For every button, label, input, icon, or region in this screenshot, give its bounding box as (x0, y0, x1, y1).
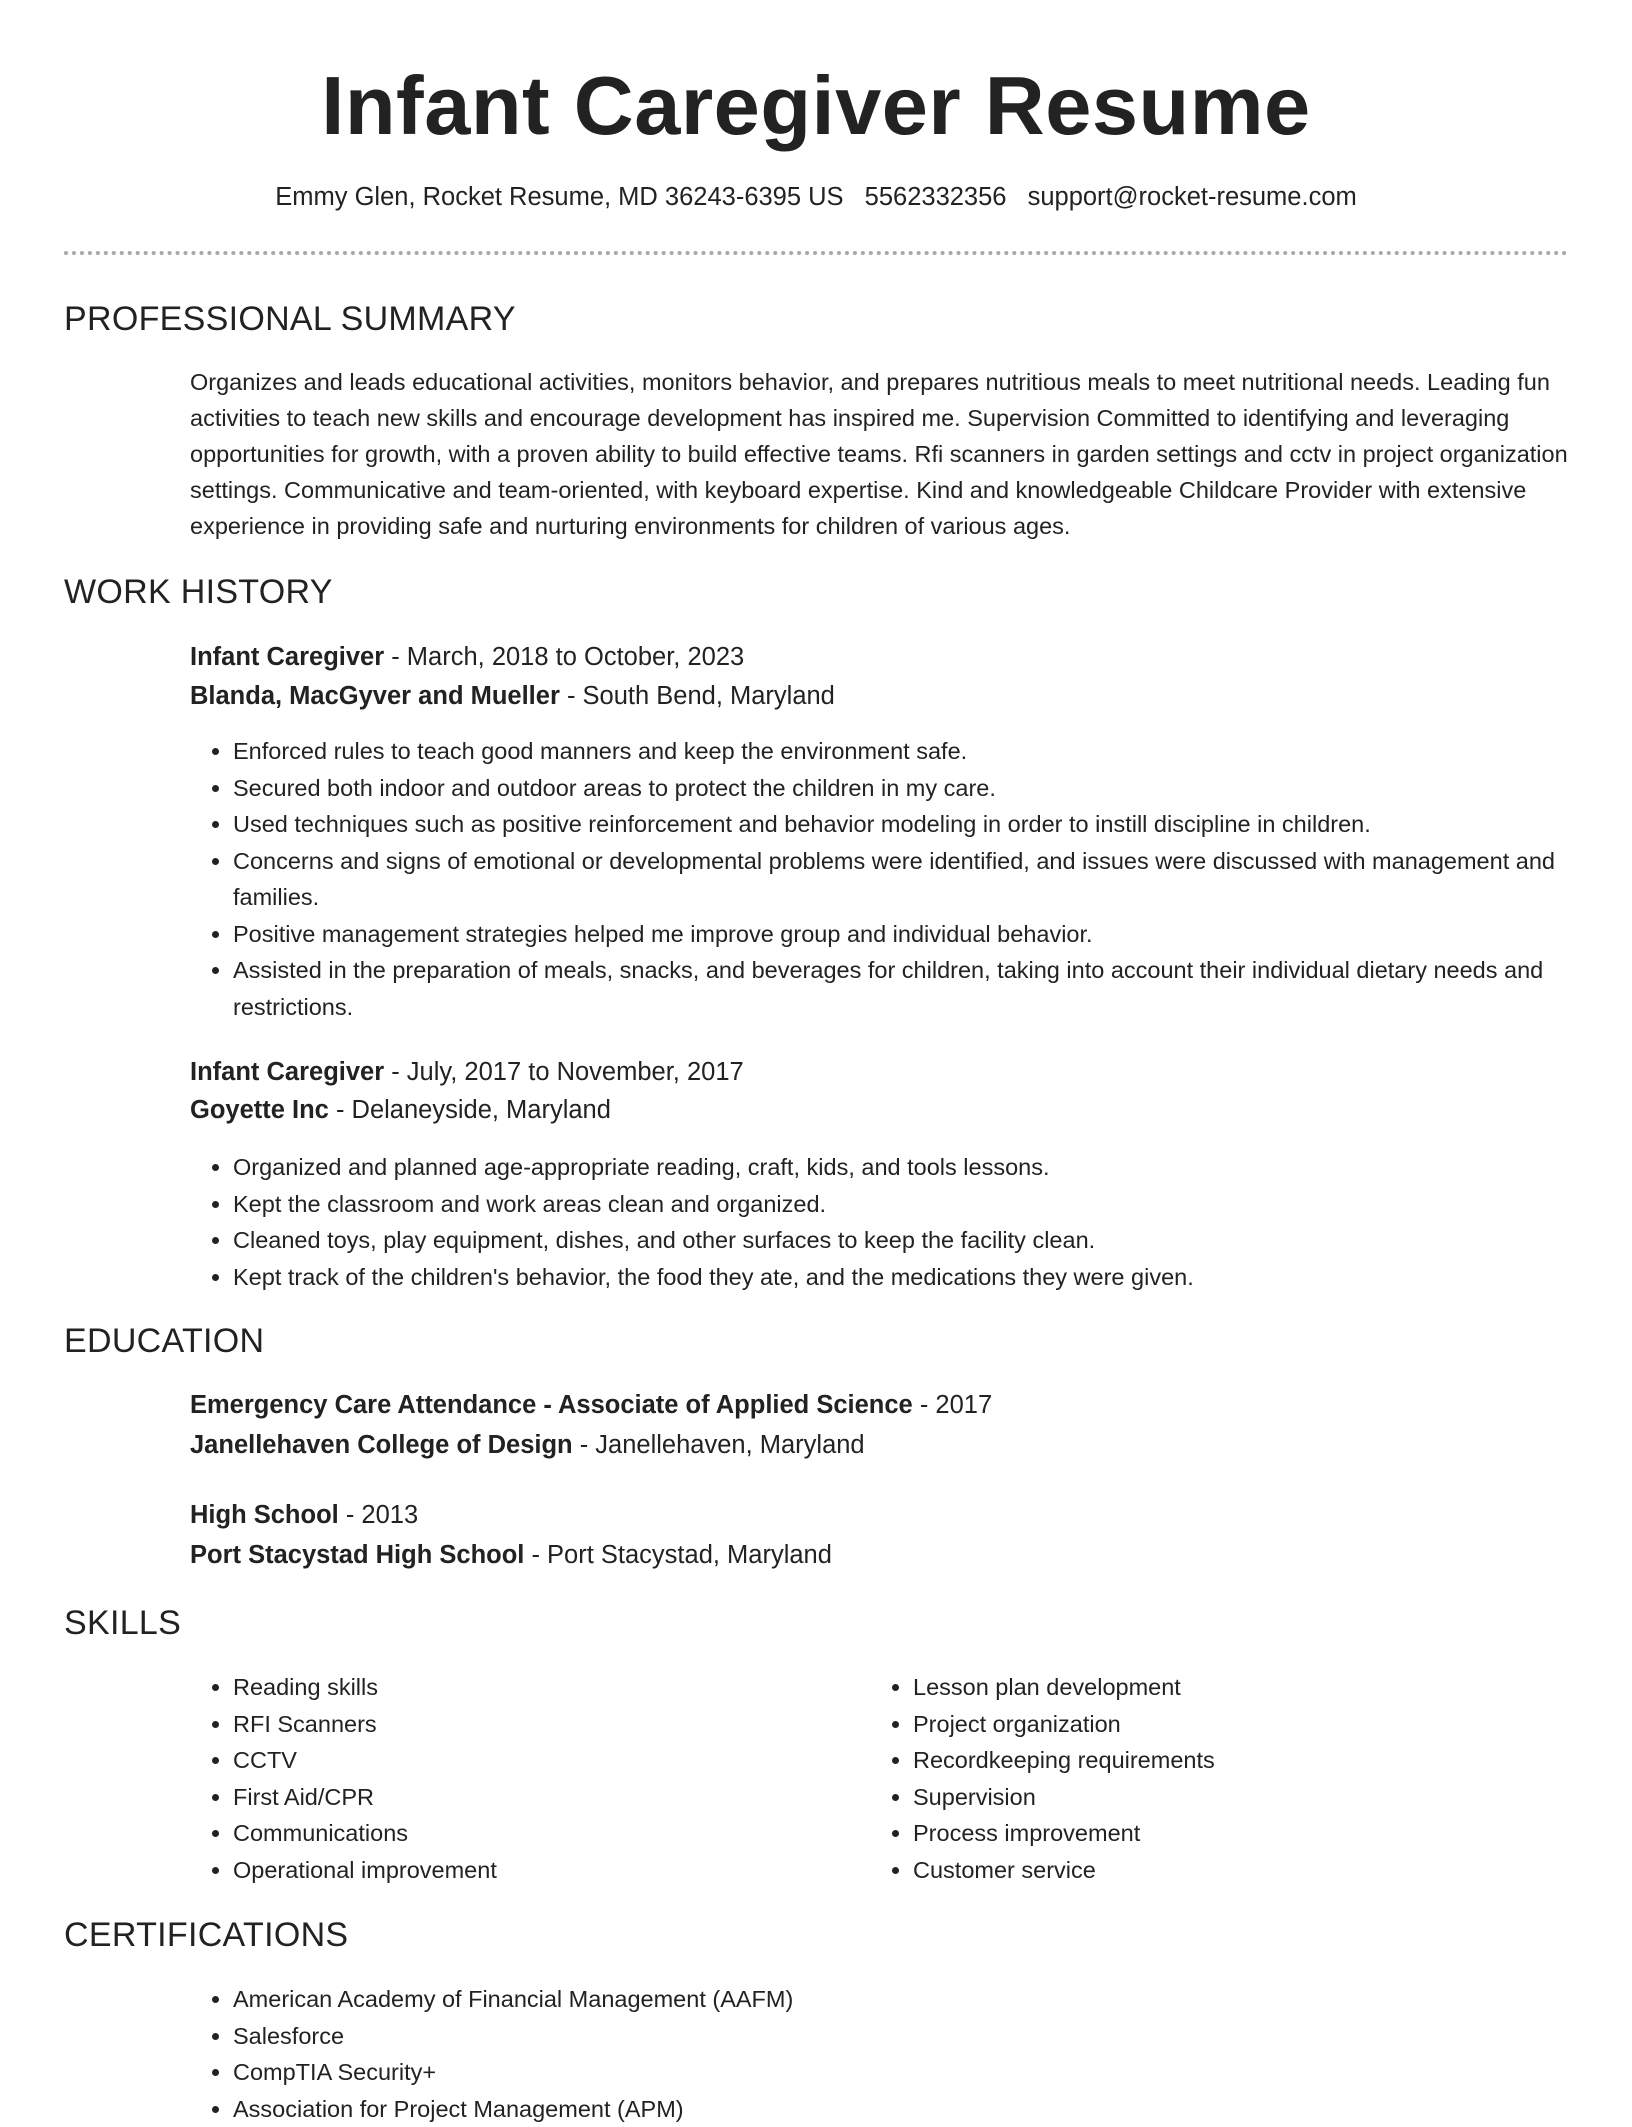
list-item: • Organized and planned age-appropriate reading, craft, kids, and tools lessons. (233, 1149, 1593, 1186)
list-item: • Association for Project Management (APM) (233, 2091, 1593, 2127)
job-1-company: Blanda, MacGyver and Mueller (190, 682, 560, 710)
list-item: • CCTV (233, 1742, 833, 1779)
summary-heading: PROFESSIONAL SUMMARY (64, 300, 516, 339)
education-2-school-line (190, 1541, 832, 1570)
resume-title: Infant Caregiver Resume (0, 58, 1632, 154)
certifications-list (190, 1981, 1593, 2127)
list-item: • RFI Scanners (233, 1706, 833, 1743)
job-1-company-line (190, 682, 835, 711)
list-item: • Positive management strategies helped me improve group and individual behavior. (233, 916, 1593, 953)
list-item: • Salesforce (233, 2018, 1593, 2055)
education-2-year: - 2013 (339, 1501, 418, 1529)
list-item: • Cleaned toys, play equipment, dishes, and other surfaces to keep the facility clean. (233, 1222, 1593, 1259)
list-item: • Reading skills (233, 1669, 833, 1706)
job-2-company-line (190, 1096, 611, 1125)
contact-email: support@rocket-resume.com (1028, 183, 1357, 211)
list-item: • American Academy of Financial Management (AAFM) (233, 1981, 1593, 2018)
education-2-school: Port Stacystad High School (190, 1541, 524, 1569)
education-1-school: Janellehaven College of Design (190, 1431, 573, 1459)
education-2-location: - Port Stacystad, Maryland (524, 1541, 832, 1569)
list-item: • Recordkeeping requirements (913, 1742, 1553, 1779)
job-1-location: - South Bend, Maryland (560, 682, 835, 710)
contact-address: Emmy Glen, Rocket Resume, MD 36243-6395 US (275, 183, 843, 211)
list-item: • CompTIA Security+ (233, 2054, 1593, 2091)
list-item: • Used techniques such as positive reinforcement and behavior modeling in order to instill discipline in children. (233, 806, 1593, 843)
job-2-dates: - July, 2017 to November, 2017 (384, 1058, 744, 1086)
job-1-bullets (190, 733, 1593, 1025)
work-history-heading: WORK HISTORY (64, 573, 333, 612)
job-1-dates: - March, 2018 to October, 2023 (384, 643, 744, 671)
list-item: • Assisted in the preparation of meals, snacks, and beverages for children, taking into account their individual dietary needs and restrictions. (233, 952, 1593, 1025)
education-heading: EDUCATION (64, 1322, 264, 1361)
education-1-location: - Janellehaven, Maryland (573, 1431, 865, 1459)
job-2-bullets (190, 1149, 1593, 1295)
list-item: • Kept track of the children's behavior, the food they ate, and the medications they were given. (233, 1259, 1593, 1296)
header-divider (64, 251, 1568, 255)
certifications-heading: CERTIFICATIONS (64, 1916, 348, 1955)
list-item: • Concerns and signs of emotional or developmental problems were identified, and issues were discussed with management and families. (233, 843, 1593, 916)
education-1-school-line (190, 1431, 865, 1460)
skills-left-list (190, 1669, 833, 1888)
list-item: • Kept the classroom and work areas clean and organized. (233, 1186, 1593, 1223)
list-item: • Operational improvement (233, 1852, 833, 1889)
contact-phone: 5562332356 (865, 183, 1007, 211)
list-item: • First Aid/CPR (233, 1779, 833, 1816)
job-2-location: - Delaneyside, Maryland (329, 1096, 611, 1124)
job-2-company: Goyette Inc (190, 1096, 329, 1124)
job-2-title-line (190, 1058, 744, 1087)
summary-text: Organizes and leads educational activities, monitors behavior, and prepares nutritious meals to meet nutritional needs. Leading fun activities to teach new skills and encourage development has inspired me. Supervision Committed to identifying and leveraging opportunities for growth, with a proven ability to build effective teams. Rfi scanners in garden settings and cctv in project organization settings. Communicative and team-oriented, with keyboard expertise. Kind and knowledgeable Childcare Provider with extensive experience in providing safe and nurturing environments for children of various ages. (190, 364, 1570, 544)
education-2-degree-line (190, 1501, 418, 1530)
job-1-title: Infant Caregiver (190, 643, 384, 671)
job-2-title: Infant Caregiver (190, 1058, 384, 1086)
education-1-degree-line (190, 1391, 992, 1420)
education-1-degree: Emergency Care Attendance - Associate of Applied Science (190, 1391, 913, 1419)
job-1-title-line (190, 643, 744, 672)
skills-heading: SKILLS (64, 1604, 181, 1643)
list-item: • Secured both indoor and outdoor areas to protect the children in my care. (233, 770, 1593, 807)
education-1-year: - 2017 (913, 1391, 992, 1419)
list-item: • Supervision (913, 1779, 1553, 1816)
list-item: • Lesson plan development (913, 1669, 1553, 1706)
contact-line (0, 183, 1632, 212)
list-item: • Customer service (913, 1852, 1553, 1889)
skills-right-list (870, 1669, 1553, 1888)
list-item: • Enforced rules to teach good manners and keep the environment safe. (233, 733, 1593, 770)
education-2-degree: High School (190, 1501, 339, 1529)
list-item: • Process improvement (913, 1815, 1553, 1852)
list-item: • Communications (233, 1815, 833, 1852)
list-item: • Project organization (913, 1706, 1553, 1743)
